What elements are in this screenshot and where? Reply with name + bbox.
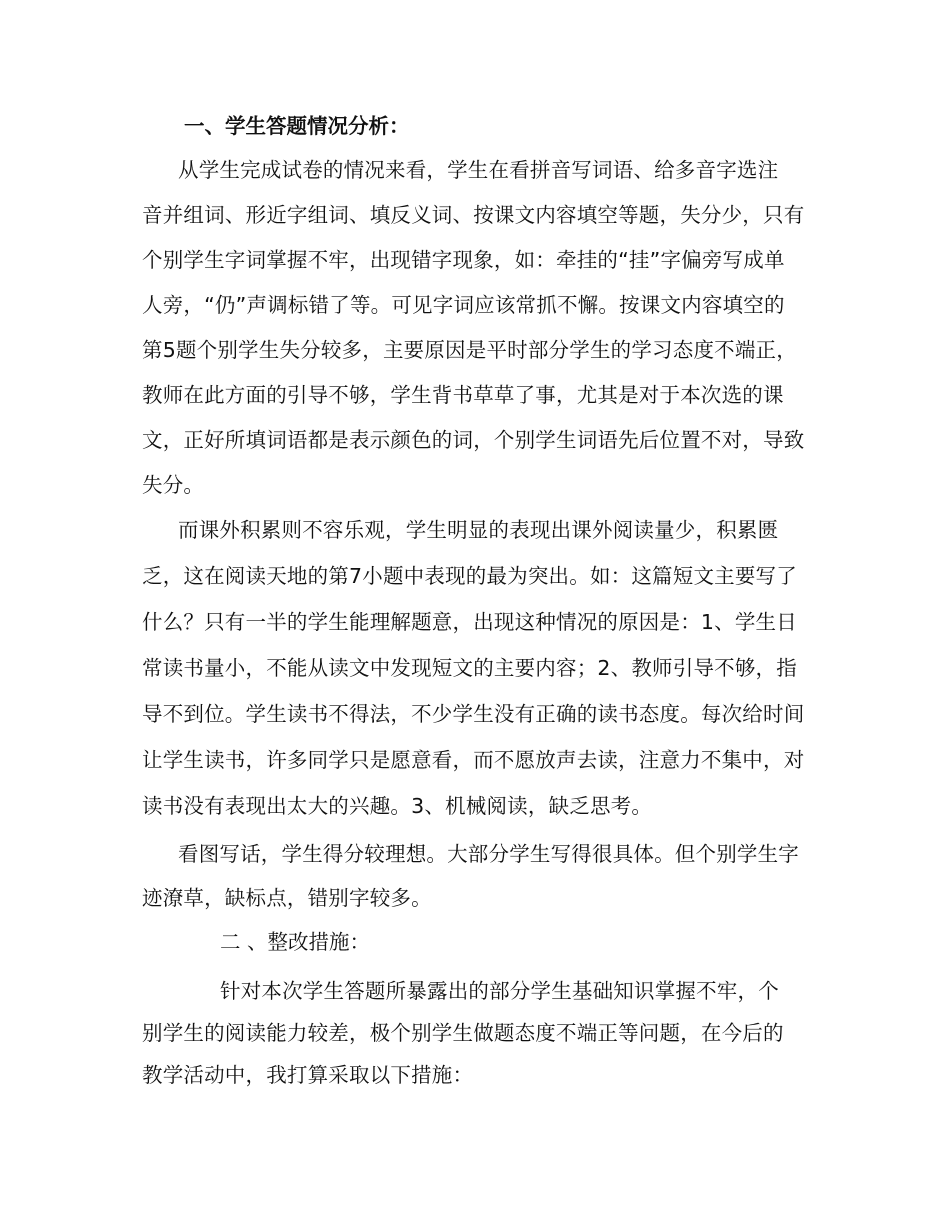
paragraph-line: 从学生完成试卷的情况来看，学生在看拼音写词语、给多音字选注 [178,158,779,182]
paragraph-line: 音并组词、形近字组词、填反义词、按课文内容填空等题，失分少，只有 [142,203,805,227]
paragraph-line: 读书没有表现出太大的兴趣。3、机械阅读，缺乏思考。 [142,794,653,818]
paragraph-line: 第5题个别学生失分较多，主要原因是平时部分学生的学习态度不端正， [142,338,797,362]
paragraph-line: 看图写话，学生得分较理想。大部分学生写得很具体。但个别学生字 [178,842,799,866]
section-heading-measures: 二 、整改措施： [220,930,371,954]
paragraph-line: 失分。 [142,473,205,497]
paragraph-line: 教学活动中，我打算采取以下措施： [142,1063,474,1087]
paragraph-line: 教师在此方面的引导不够，学生背书草草了事，尤其是对于本次选的课 [142,383,784,407]
section-heading-analysis: 一、学生答题情况分析： [184,114,410,138]
paragraph-line: 什么？只有一半的学生能理解题意，出现这种情况的原因是：1、学生日 [142,610,797,634]
paragraph-line: 常读书量小，不能从读文中发现短文的主要内容；2、教师引导不够，指 [142,656,797,680]
paragraph-line: 导不到位。学生读书不得法，不少学生没有正确的读书态度。每次给时间 [142,702,805,726]
paragraph-line: 针对本次学生答题所暴露出的部分学生基础知识掌握不牢，个 [220,979,779,1003]
paragraph-line: 乏，这在阅读天地的第7小题中表现的最为突出。如：这篇短文主要写了 [142,564,797,588]
paragraph-line: 迹潦草，缺标点，错别字较多。 [142,886,432,910]
paragraph-line: 个别学生字词掌握不牢，出现错字现象，如：牵挂的“挂”字偏旁写成单 [142,248,785,272]
paragraph-line: 文，正好所填词语都是表示颜色的词，个别学生词语先后位置不对，导致 [142,428,805,452]
paragraph-line: 而课外积累则不容乐观，学生明显的表现出课外阅读量少，积累匮 [178,518,779,542]
paragraph-line: 人旁，“仍”声调标错了等。可见字词应该常抓不懈。按课文内容填空的 [142,293,785,317]
paragraph-line: 别学生的阅读能力较差，极个别学生做题态度不端正等问题，在今后的 [142,1021,784,1045]
paragraph-line: 让学生读书，许多同学只是愿意看，而不愿放声去读，注意力不集中，对 [142,748,805,772]
